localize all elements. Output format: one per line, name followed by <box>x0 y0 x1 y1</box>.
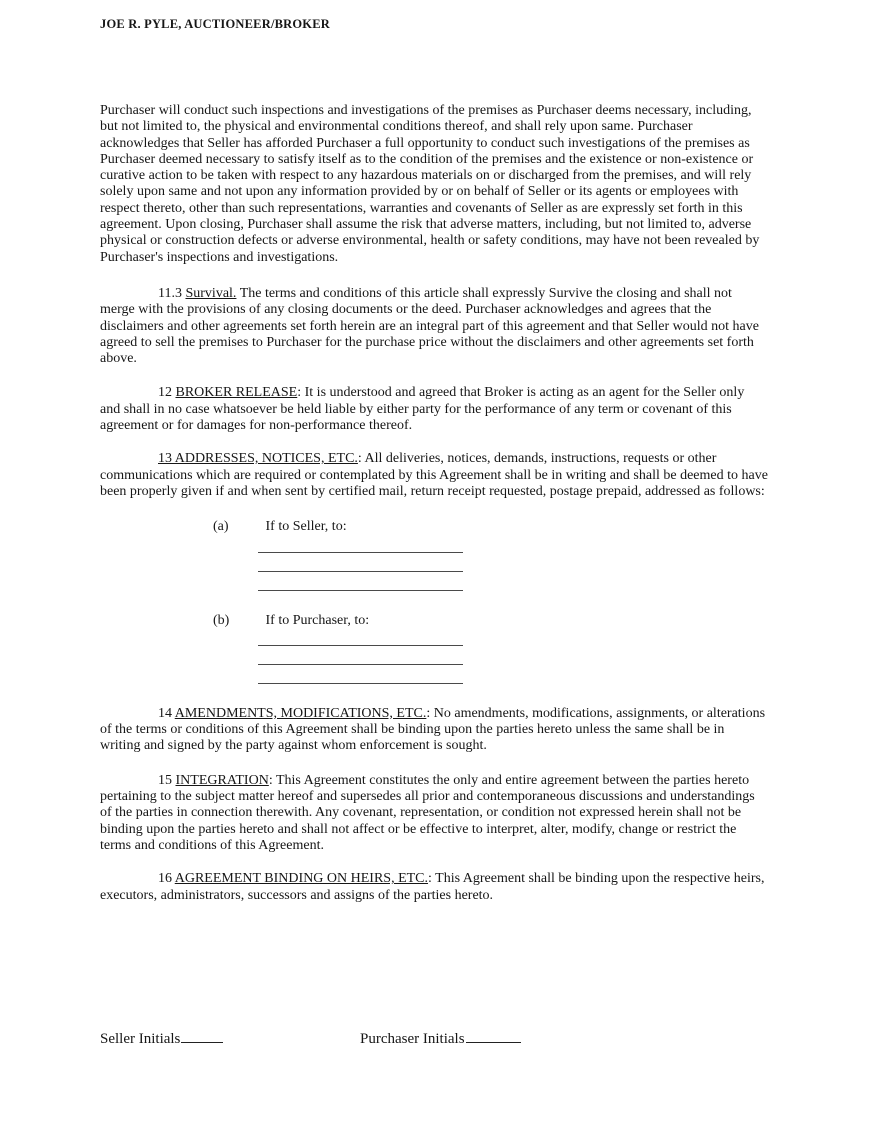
notice-address-purchaser <box>100 613 768 684</box>
purchaser-initials-label: Purchaser Initials <box>360 1031 465 1047</box>
paragraph-inspections: Purchaser will conduct such inspections and investigations of the premises as Purchaser deems necessary, including, but not limited to, the physical and environmental conditions thereof, and shall rely upon same. Purchaser acknowledges that Seller has afforded Purchaser a full opportunity to conduct such investigations of the premises as Purchaser deemed necessary to satisfy itself as to the condition of the premises and the existence or non-existence or curative action to be taken with respect to any hazardous materials on or discharged from the premises, and will rely solely upon same and not upon any information provided by or on behalf of Seller or its agents or employees with respect thereto, other than such representations, warranties and covenants of Seller as are expressly set forth in this agreement. Upon closing, Purchaser shall assume the risk that adverse matters, including, but not limited to, adverse physical or construction defects or adverse environmental, health or safety conditions, may have not been revealed by Purchaser's inspections and investigations. <box>100 103 760 265</box>
section-heading: BROKER RELEASE <box>175 385 298 401</box>
section-heading-separator: : <box>297 385 302 401</box>
section-heading-separator: : <box>357 451 362 467</box>
notice-item-text: If to Purchaser, to: <box>265 612 370 628</box>
section-11-3-survival <box>100 286 768 367</box>
section-14-amendments <box>100 706 768 755</box>
section-heading: 13 ADDRESSES, NOTICES, ETC. <box>158 451 358 467</box>
address-blank-line <box>258 553 463 572</box>
section-heading-separator: : <box>426 705 431 721</box>
section-number: 15 <box>158 772 172 788</box>
section-heading: AMENDMENTS, MODIFICATIONS, ETC. <box>174 705 427 721</box>
notice-item-label: (a) <box>213 519 229 535</box>
section-number: 12 <box>158 385 172 401</box>
seller-initials-line <box>181 1028 223 1043</box>
section-heading-separator: : <box>268 772 273 788</box>
address-blank-line <box>258 633 463 646</box>
section-text: All deliveries, notices, demands, instructions, requests or other communications which are required or contemplated by this Agreement shall be in writing and shall be deemed to have been properly given if and when sent by certified mail, return receipt requested, postage prepaid, addressed as follows: <box>100 451 768 499</box>
purchaser-address-blank-lines <box>258 633 463 684</box>
purchaser-initials-line <box>466 1028 521 1043</box>
notice-item-label: (b) <box>213 612 230 628</box>
section-heading: AGREEMENT BINDING ON HEIRS, ETC. <box>174 871 429 887</box>
section-heading: Survival. <box>185 285 237 301</box>
document-header-title: JOE R. PYLE, AUCTIONEER/BROKER <box>100 17 330 31</box>
section-12-broker-release <box>100 385 768 434</box>
address-blank-line <box>258 540 463 553</box>
seller-initials-label: Seller Initials <box>100 1031 181 1047</box>
notice-row <box>213 613 768 629</box>
notice-item-text: If to Seller, to: <box>265 519 347 535</box>
notice-row <box>213 519 768 535</box>
section-text: The terms and conditions of this article shall expressly Survive the closing and shall not merge with the provisions of any closing documents or the deed. Purchaser acknowledges and agrees that the disclaimers and other agreements set forth herein are an integral part of this agreement and that Seller would not have agreed to sell the premises to Purchaser for the purchase price without the disclaimers and other agreements set forth above. <box>100 285 759 367</box>
document-body <box>100 103 768 904</box>
section-15-integration <box>100 773 768 854</box>
section-text: This Agreement shall be binding upon the respective heirs, executors, administrators, successors and assigns of the parties hereto. <box>100 871 765 903</box>
seller-initials <box>100 1028 223 1048</box>
section-13-addresses-notices <box>100 451 768 500</box>
section-heading-separator: : <box>428 871 432 887</box>
section-16-binding-on-heirs <box>100 871 768 904</box>
section-text: This Agreement constitutes the only and entire agreement between the parties hereto pertaining to the subject matter hereof and supersedes all prior and contemporaneous discussions and understandings of the parties in connection therewith. Any covenant, representation, or condition not expressed herein shall not be binding upon the parties hereto and shall not affect or be effective to interpret, alter, modify, change or restrict the terms and conditions of this Agreement. <box>100 772 755 853</box>
section-text: It is understood and agreed that Broker is acting as an agent for the Seller only and shall in no case whatsoever be held liable by either party for the performance of any term or covenant of this agreement or for damages for non-performance thereof. <box>100 385 745 434</box>
address-blank-line <box>258 665 463 684</box>
section-heading: INTEGRATION <box>175 772 269 788</box>
section-number: 14 <box>158 705 172 721</box>
notice-address-seller <box>100 519 768 590</box>
address-blank-line <box>258 572 463 591</box>
section-text: No amendments, modifications, assignments, or alterations of the terms or conditions of this Agreement shall be binding upon the parties hereto unless the same shall be in writing and signed by the party against whom enforcement is sought. <box>100 705 766 754</box>
section-number: 11.3 <box>158 285 182 301</box>
seller-address-blank-lines <box>258 540 463 591</box>
address-blank-line <box>258 646 463 665</box>
section-number: 16 <box>158 871 172 887</box>
purchaser-initials <box>360 1028 521 1048</box>
